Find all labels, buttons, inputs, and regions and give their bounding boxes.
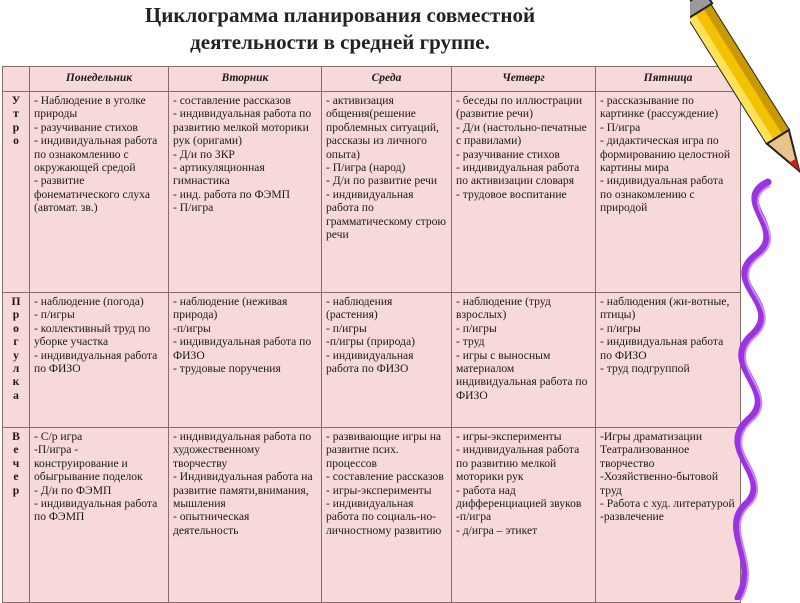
period-label (3, 293, 30, 428)
activity-item: - индивидуальная работа по грамматическому строю речи (326, 187, 447, 242)
activity-item: - разучивание стихов (456, 147, 560, 161)
activity-item: - Индивидуальная работа на развитие памяти,внимания, мышления (173, 470, 313, 511)
activity-item: - С/р игра (34, 430, 83, 443)
activity-item: -П/игра - (34, 443, 79, 457)
period-letter: л (12, 362, 20, 376)
period-letter: т (13, 107, 19, 121)
activity-item: - индивидуальная работа по ФИЗО (326, 348, 414, 376)
activity-item: - трудовые поручения (173, 362, 281, 376)
activity-item: - игры с выносным материалом индивидуальная работа по ФИЗО (456, 348, 588, 402)
day-header: Четверг (452, 67, 596, 92)
activity-item: - индивидуальная работа по развитию мелкой моторики рук (456, 443, 580, 484)
activity-item: -развлечение (600, 510, 664, 524)
activity-item: - п/игры (34, 308, 75, 322)
activity-cell (169, 92, 322, 293)
activity-item: - П/игра (народ) (326, 161, 406, 175)
schedule-row-morning (3, 92, 741, 293)
activity-item: - п/игры (456, 321, 497, 335)
activity-item: - д/игра – этикет (456, 523, 538, 537)
activity-item: - Д/и по ЗКР (173, 147, 235, 161)
activity-cell (30, 92, 169, 293)
activity-item: - индивидуальная работа по ФИЗО (600, 335, 724, 362)
period-letter: У (11, 94, 21, 107)
activity-item: -п/игры (природа) (326, 335, 415, 349)
activity-item: - Д/и (настольно-печатные с правилами) (456, 120, 587, 148)
activity-item: - трудовое воспитание (456, 187, 567, 201)
activity-item: - п/игры (600, 321, 641, 335)
activity-item: - п/игры (326, 321, 367, 335)
activity-item: - игры-эксперименты (456, 430, 562, 443)
activity-item: - разучивание стихов (34, 120, 138, 134)
corner-cell (3, 67, 30, 92)
period-letter: а (13, 388, 19, 402)
activity-item: - коллективный труд по уборке участка (34, 321, 151, 349)
activity-item: - наблюдения (растения) (326, 295, 393, 322)
activity-item: -Хозяйственно-бытовой труд (600, 470, 719, 497)
header-row (3, 67, 741, 92)
activity-cell (30, 293, 169, 428)
activity-item: -п/игры (173, 321, 211, 335)
activity-cell (30, 428, 169, 603)
period-letter: г (13, 335, 19, 349)
period-letter: о (13, 134, 19, 148)
activity-item: конструирование и обыгрывание поделок (34, 456, 143, 484)
pencil-icon (690, 0, 800, 179)
activity-cell (322, 293, 452, 428)
period-letter: о (13, 321, 19, 335)
activity-item: - работа над дифференциацией звуков (456, 483, 582, 511)
period-letter: П (11, 295, 21, 308)
activity-cell (452, 92, 596, 293)
activity-item: - составление рассказов (326, 470, 444, 484)
activity-item: - наблюдение (труд взрослых) (456, 295, 551, 322)
activity-cell (169, 293, 322, 428)
day-header: Среда (322, 67, 452, 92)
period-letter: к (12, 375, 20, 389)
activity-cell (452, 428, 596, 603)
activity-item: - индивидуальная работа по ФИЗО (34, 348, 158, 376)
activity-item: -п/игра (456, 510, 492, 524)
schedule-row-evening (3, 428, 741, 603)
activity-item: - наблюдение (погода) (34, 295, 144, 308)
activity-item: - рассказывание по картинке (рассуждение) (600, 94, 719, 121)
page-title (0, 2, 680, 56)
period-letter: р (12, 308, 20, 322)
title-line-1: Циклограмма планирования совместной (144, 3, 536, 27)
activity-item: - труд подгруппой (600, 362, 690, 376)
activity-item: - индивидуальная работа по социаль-но-личностному развитию (326, 497, 442, 537)
title-line-2: деятельности в средней группе. (190, 30, 490, 54)
activity-item: - развивающие игры на развитие псих. процессов (326, 430, 442, 470)
activity-item: - индивидуальная работа по ФЭМП (34, 497, 158, 524)
activity-item: - составление рассказов (173, 94, 291, 107)
activity-item: - опытническая деятельность (173, 510, 250, 537)
activity-item: - индивидуальная работа по развитию мелкой моторики рук (оригами) (173, 107, 312, 148)
activity-item: - артикуляционная гимнастика (173, 161, 265, 188)
activity-item: - Наблюдение в уголке природы (34, 94, 146, 121)
day-header: Понедельник (30, 67, 169, 92)
activity-item: -Игры драматизации Театрализованное творчество (600, 430, 703, 470)
activity-item: - дидактическая игра по формированию целостной картины мира (600, 134, 731, 175)
activity-cell (169, 428, 322, 603)
activity-item: - П/игра (600, 120, 641, 134)
activity-cell (322, 428, 452, 603)
pencil-ribbon-decoration (690, 0, 800, 600)
activity-item: - активизация общения(решение проблемных ситуаций, рассказы из личного опыта) (326, 94, 439, 161)
day-header: Вторник (169, 67, 322, 92)
activity-item: - индивидуальная работа по активизации словаря (456, 161, 580, 188)
activity-item: - индивидуальная работа по ФИЗО (173, 335, 312, 362)
activity-item: - Работа с худ. литературой (600, 497, 735, 511)
period-letter: е (13, 470, 19, 484)
activity-item: - игры-эксперименты (326, 483, 432, 497)
period-letter: е (13, 443, 19, 457)
activity-item: - П/игра (173, 201, 214, 215)
activity-item: - индивидуальная работа по ознакомлению с природой (600, 174, 724, 215)
schedule-table (2, 66, 741, 603)
activity-item: - развитие фонематического слуха (автомат. зв.) (34, 174, 150, 215)
activity-item: - индивидуальная работа по художественному творчеству (173, 430, 312, 470)
activity-item: - инд. работа по ФЭМП (173, 187, 290, 201)
period-label (3, 428, 30, 603)
activity-item: - Д/и по ФЭМП (34, 483, 112, 497)
activity-item: - наблюдения (жи-вотные, птицы) (600, 295, 730, 322)
period-letter: ч (12, 456, 20, 470)
activity-item: - беседы по иллюстрации (развитие речи) (456, 94, 583, 121)
period-label (3, 92, 30, 293)
activity-item: - Д/и по развитие речи (326, 174, 438, 188)
activity-item: - индивидуальная работа по ознакомлению с окружающей средой (34, 134, 158, 175)
activity-item: - труд (456, 335, 485, 349)
schedule-row-walk (3, 293, 741, 428)
activity-cell (322, 92, 452, 293)
activity-cell (452, 293, 596, 428)
period-letter: р (12, 483, 20, 497)
period-letter: р (12, 120, 20, 134)
day-header: Пятница (596, 67, 741, 92)
activity-item: - наблюдение (неживая природа) (173, 295, 288, 322)
period-letter: В (12, 430, 20, 443)
period-letter: у (13, 348, 19, 362)
